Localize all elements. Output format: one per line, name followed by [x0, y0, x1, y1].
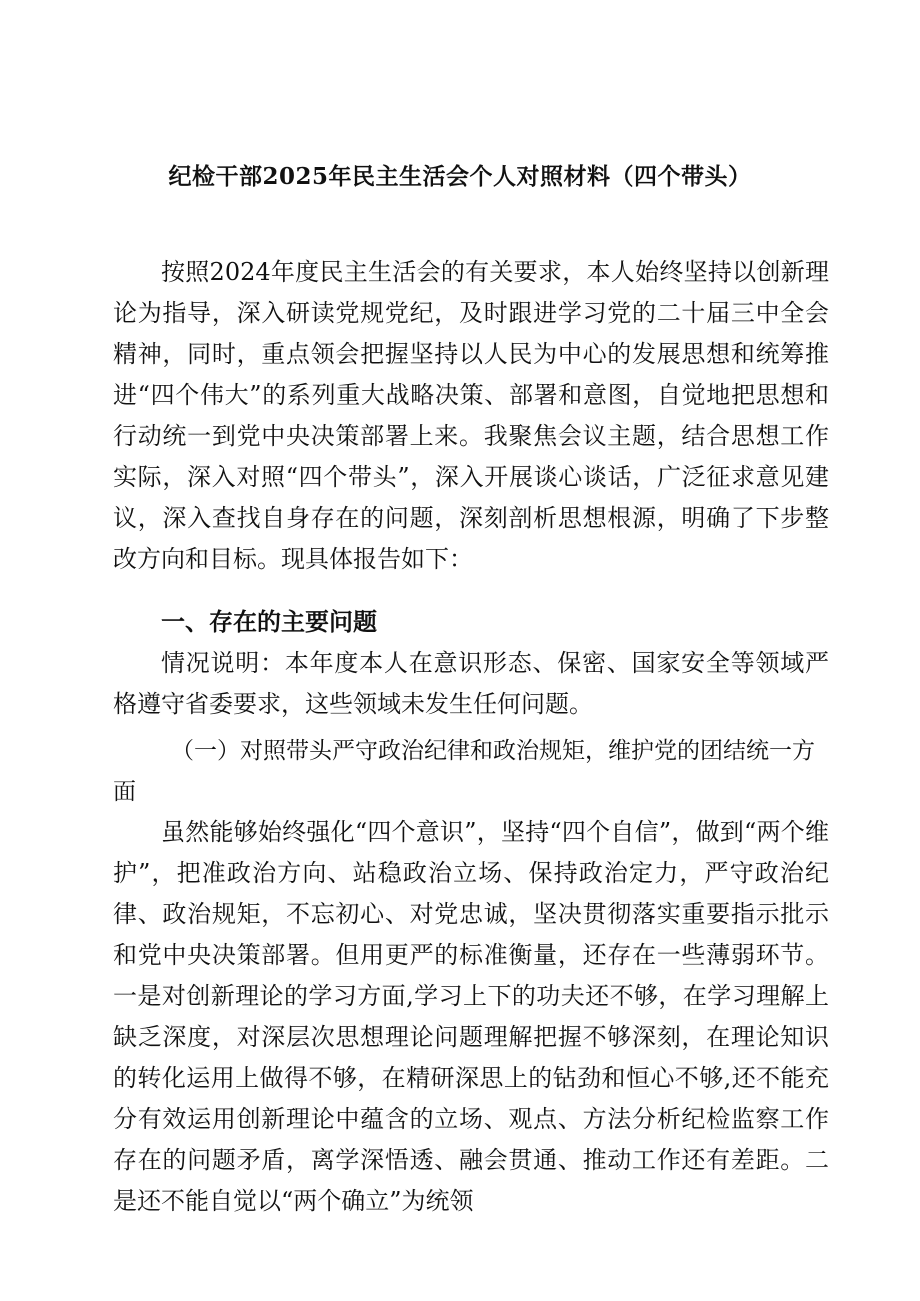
body-paragraph: 虽然能够始终强化“四个意识”，坚持“四个自信”，做到“两个维护”，把准政治方向、站稳政治立场、保持政治定力，严守政治纪律、政治规矩，不忘初心、对党忠诚，坚决贯彻落实重要指示批示和党中央决策部署。但用更严的标准衡量，还存在一些薄弱环节。一是对创新理论的学习方面,学习上下的功夫还不够，在学习理解上缺乏深度，对深层次思想理论问题理解把握不够深刻，在理论知识的转化运用上做得不够，在精研深思上的钻劲和恒心不够,还不能充分有效运用创新理论中蕴含的立场、观点、方法分析纪检监察工作存在的问题矛盾，离学深悟透、融会贯通、推动工作还有差距。二是还不能自觉以“两个确立”为统领 — [113, 818, 829, 1215]
subsection-heading: （一）对照带头严守政治纪律和政治规矩，维护党的团结统一方面 — [113, 738, 815, 805]
situation-paragraph: 情况说明：本年度本人在意识形态、保密、国家安全等领域严格遵守省委要求，这些领域未发生任何问题。 — [113, 649, 829, 718]
section-heading: 一、存在的主要问题 — [161, 607, 377, 636]
document-title: 纪检干部2025年民主生活会个人对照材料（四个带头） — [168, 163, 752, 190]
intro-paragraph: 按照2024年度民主生活会的有关要求，本人始终坚持以创新理论为指导，深入研读党规党纪，及时跟进学习党的二十届三中全会精神，同时，重点领会把握坚持以人民为中心的发展思想和统筹推进“四个伟大”的系列重大战略决策、部署和意图，自觉地把思想和行动统一到党中央决策部署上来。我聚焦会议主题，结合思想工作实际，深入对照“四个带头”，深入开展谈心谈话，广泛征求意见建议，深入查找自身存在的问题，深刻剖析思想根源，明确了下步整改方向和目标。现具体报告如下： — [113, 258, 829, 573]
